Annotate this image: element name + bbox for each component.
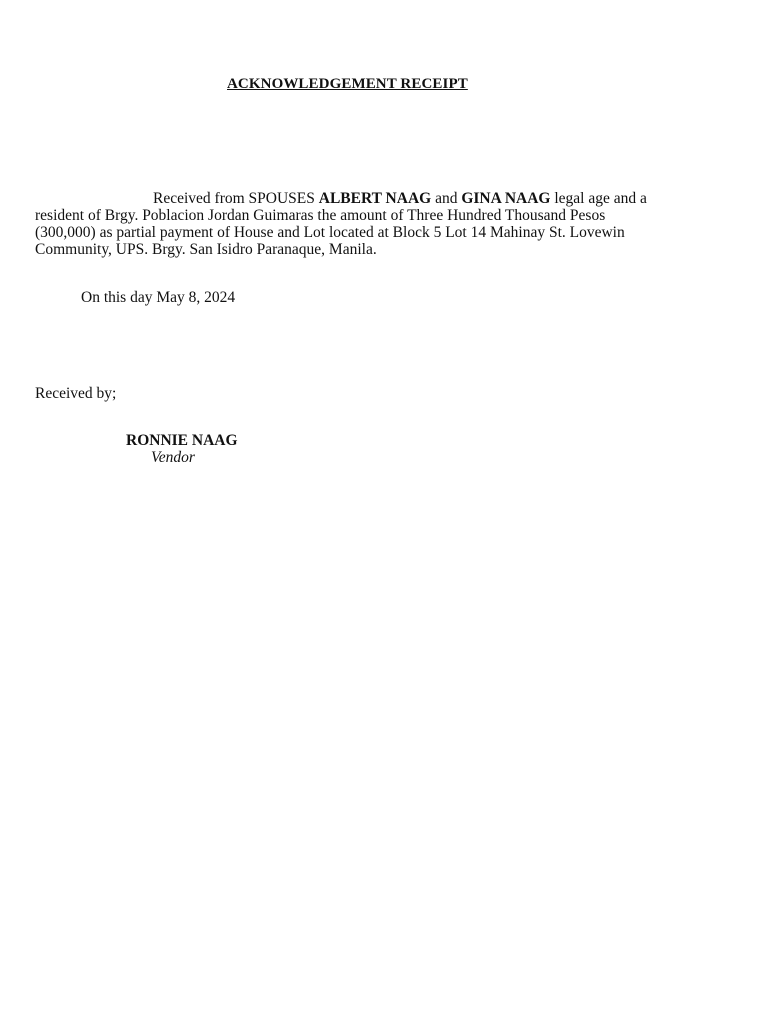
- signer-name: RONNIE NAAG: [126, 432, 238, 449]
- body-line-1: [35, 190, 695, 207]
- date-line: On this day May 8, 2024: [81, 289, 236, 306]
- and-connector: and: [431, 190, 462, 207]
- body-line-3: (300,000) as partial payment of House and Lot located at Block 5 Lot 14 Mahinay St. Lovewin: [35, 224, 625, 241]
- payer-name-2: GINA NAAG: [461, 190, 551, 207]
- signer-role: Vendor: [151, 449, 195, 466]
- receipt-body-paragraph: [35, 190, 695, 258]
- body-line-1-suffix: legal age and a: [550, 190, 647, 207]
- payer-name-1: ALBERT NAAG: [318, 190, 432, 207]
- body-line-2: resident of Brgy. Poblacion Jordan Guimaras the amount of Three Hundred Thousand Pesos: [35, 207, 606, 224]
- body-line-4: Community, UPS. Brgy. San Isidro Paranaque, Manila.: [35, 241, 377, 258]
- received-by-label: Received by;: [35, 385, 117, 402]
- body-line-1-prefix: Received from SPOUSES: [153, 190, 319, 207]
- document-title: ACKNOWLEDGEMENT RECEIPT: [227, 76, 468, 92]
